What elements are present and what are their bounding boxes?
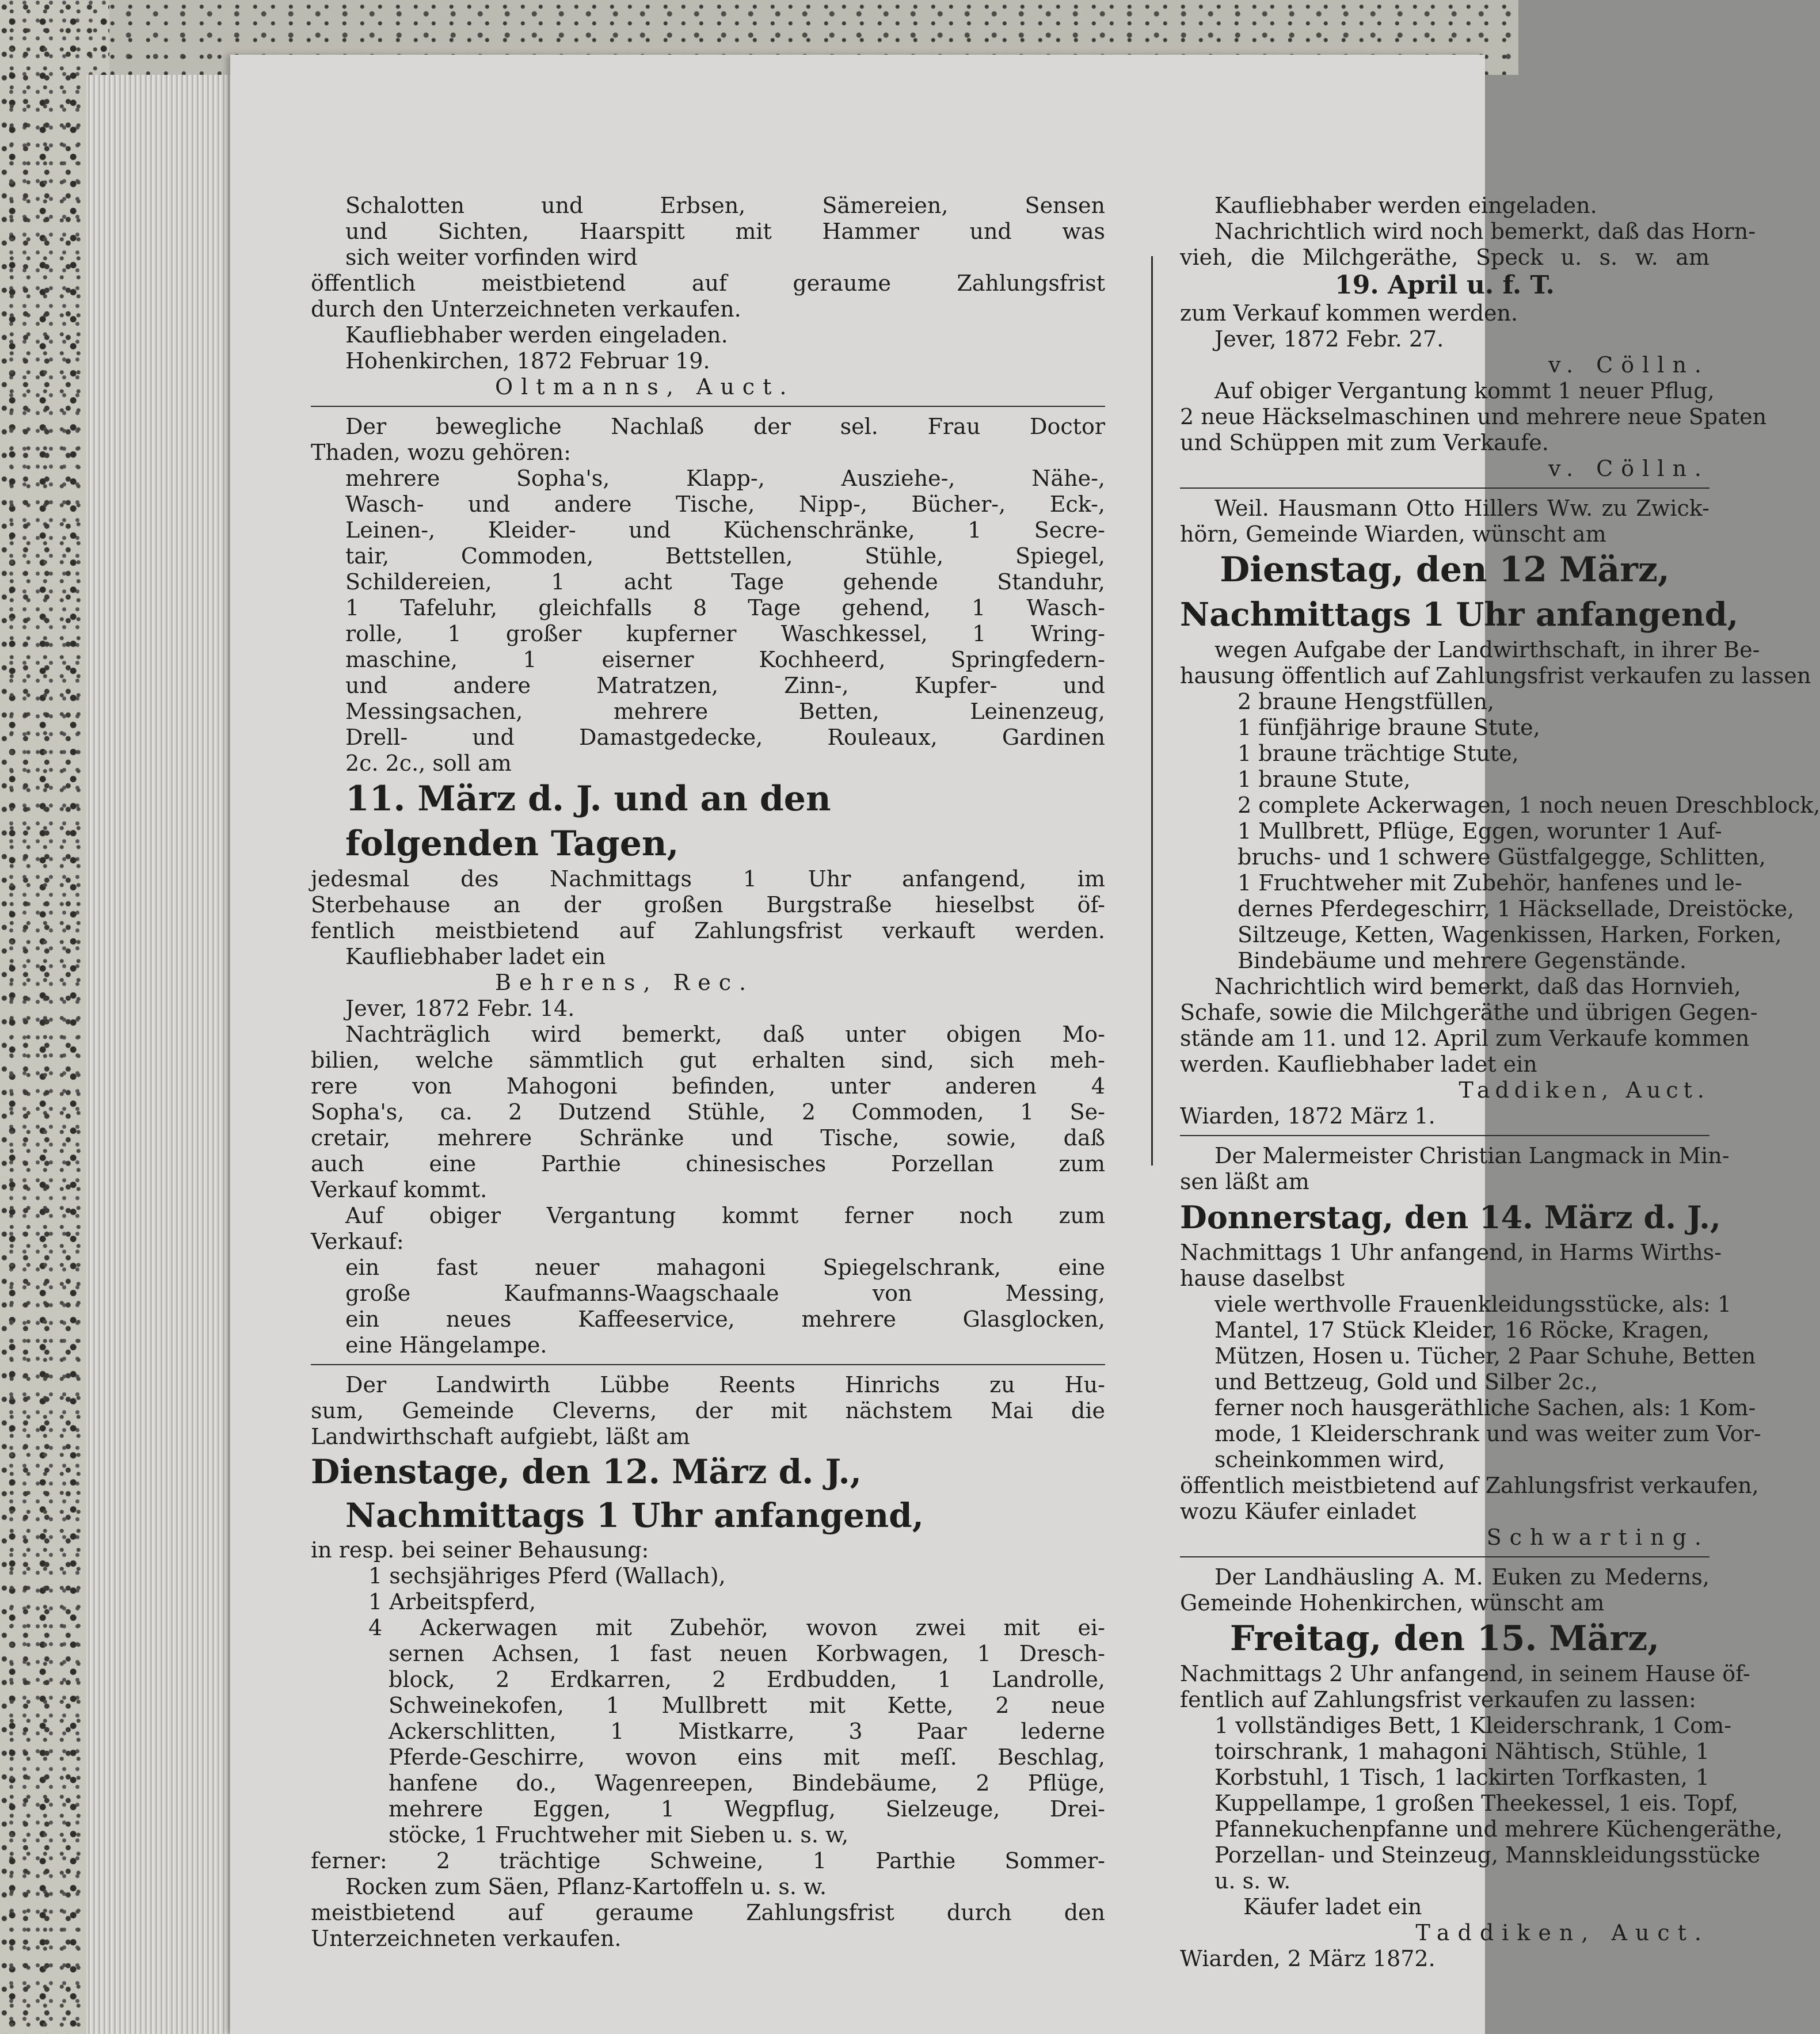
headline: Freitag, den 15. März, bbox=[1229, 1618, 1660, 1659]
list-item: Porzellan- und Steinzeug, Mannskleidungsstücke bbox=[1214, 1842, 1761, 1868]
text-line: hause daselbst bbox=[1180, 1266, 1345, 1291]
text-line: jedesmal des Nachmittags 1 Uhr anfangend, im bbox=[311, 866, 1105, 892]
separator-rule bbox=[1180, 1135, 1709, 1136]
text-line: auch eine Parthie chinesisches Porzellan zum bbox=[311, 1151, 1105, 1176]
separator-rule bbox=[1180, 1556, 1709, 1557]
headline: folgenden Tagen, bbox=[345, 824, 679, 864]
text-line: und Schüppen mit zum Verkaufe. bbox=[1180, 430, 1549, 455]
text-line: Sopha's, ca. 2 Dutzend Stühle, 2 Commoden, 1 Se- bbox=[311, 1099, 1105, 1125]
text-line: Schafe, sowie die Milchgeräthe und übrigen Gegen- bbox=[1180, 1000, 1758, 1025]
list-item: 1 Mullbrett, Pflüge, Eggen, worunter 1 Auf- bbox=[1238, 818, 1722, 844]
text-line: Auf obiger Vergantung kommt 1 neuer Pflug, bbox=[1214, 378, 1715, 403]
list-item: 1 sechsjähriges Pferd (Wallach), bbox=[368, 1563, 726, 1589]
list-item: 1 fünfjährige braune Stute, bbox=[1238, 715, 1540, 740]
list-item: große Kaufmanns-Waagschaale von Messing, bbox=[345, 1281, 1105, 1306]
list-item: mehrere Sopha's, Klapp-, Ausziehe-, Nähe-, bbox=[345, 466, 1105, 491]
advert-euken bbox=[1180, 1564, 1783, 1972]
text-line: Nachrichtlich wird noch bemerkt, daß das Horn- bbox=[1214, 219, 1756, 244]
headline: Donnerstag, den 14. März d. J., bbox=[1180, 1199, 1721, 1236]
text-line: stände am 11. und 12. April zum Verkaufe kommen bbox=[1180, 1026, 1750, 1051]
date-line: Wiarden, 1872 März 1. bbox=[1180, 1103, 1436, 1129]
date-line: Jever, 1872 Febr. 14. bbox=[345, 996, 575, 1021]
list-item: Schildereien, 1 acht Tage gehende Standuhr, bbox=[345, 569, 1105, 595]
list-item: Drell- und Damastgedecke, Rouleaux, Gardinen bbox=[345, 725, 1105, 750]
text-line: Hohenkirchen, 1872 Februar 19. bbox=[345, 348, 710, 374]
text-line: Nachrichtlich wird bemerkt, daß das Hornvieh, bbox=[1214, 974, 1741, 999]
text-line: durch den Unterzeichneten verkaufen. bbox=[311, 296, 741, 322]
text-line: Nachmittags 1 Uhr anfangend, in Harms Wirths- bbox=[1180, 1240, 1722, 1265]
signature: Oltmanns, Auct. bbox=[495, 374, 795, 399]
list-item: Messingsachen, mehrere Betten, Leinenzeug, bbox=[345, 699, 1105, 724]
list-item: tair, Commoden, Bettstellen, Stühle, Spiegel, bbox=[345, 543, 1105, 569]
newspaper-page bbox=[230, 55, 1820, 2034]
text-line: rere von Mahogoni befinden, unter anderen 4 bbox=[311, 1073, 1105, 1099]
list-item: Pfannekuchenpfanne und mehrere Küchengeräthe, bbox=[1214, 1816, 1783, 1842]
list-item: stöcke, 1 Fruchtweher mit Sieben u. s. w, bbox=[389, 1822, 849, 1848]
date-line: Jever, 1872 Febr. 27. bbox=[1214, 326, 1444, 352]
signature: v. Cölln. bbox=[1548, 352, 1709, 378]
list-item: u. s. w. bbox=[1214, 1868, 1291, 1894]
text-line: Nachträglich wird bemerkt, daß unter obigen Mo- bbox=[345, 1022, 1105, 1047]
list-item: Siltzeuge, Ketten, Wagenkissen, Harken, Forken, bbox=[1238, 922, 1782, 947]
list-item: toirschrank, 1 mahagoni Nähtisch, Stühle, 1 bbox=[1214, 1739, 1709, 1764]
list-item: Bindebäume und mehrere Gegenstände. bbox=[1238, 948, 1687, 973]
text-line: zum Verkauf kommen werden. bbox=[1180, 300, 1518, 326]
headline: Nachmittags 1 Uhr anfangend, bbox=[345, 1496, 924, 1535]
list-item: rolle, 1 großer kupferner Waschkessel, 1 Wring- bbox=[345, 621, 1105, 646]
list-item: 1 vollständiges Bett, 1 Kleiderschrank, 1 Com- bbox=[1214, 1713, 1732, 1738]
text-line: Auf obiger Vergantung kommt ferner noch zum bbox=[345, 1203, 1105, 1228]
list-item: 1 Tafeluhr, gleichfalls 8 Tage gehend, 1 Wasch- bbox=[345, 595, 1105, 620]
text-line: Unterzeichneten verkaufen. bbox=[311, 1926, 622, 1951]
list-item: und andere Matratzen, Zinn-, Kupfer- und bbox=[345, 673, 1105, 698]
text-line: werden. Kaufliebhaber ladet ein bbox=[1180, 1052, 1537, 1077]
list-item: ein neues Kaffeeservice, mehrere Glasglocken, bbox=[345, 1307, 1105, 1332]
column-divider bbox=[1151, 256, 1153, 1165]
text-line: wozu Käufer einladet bbox=[1180, 1499, 1417, 1524]
headline: Dienstage, den 12. März d. J., bbox=[311, 1452, 862, 1491]
signature: v. Cölln. bbox=[1548, 456, 1709, 481]
list-item: 2c. 2c., soll am bbox=[345, 751, 512, 776]
separator-rule bbox=[311, 1364, 1105, 1365]
headline: 11. März d. J. und an den bbox=[345, 779, 831, 819]
text-line: bilien, welche sämmtlich gut erhalten sind, sich meh- bbox=[311, 1048, 1105, 1073]
list-item: mehrere Eggen, 1 Wegpflug, Sielzeuge, Drei- bbox=[389, 1796, 1105, 1822]
list-item: ein fast neuer mahagoni Spiegelschrank, eine bbox=[345, 1255, 1105, 1280]
text-line: Rocken zum Säen, Pflanz-Kartoffeln u. s. w. bbox=[345, 1874, 827, 1899]
list-item: sernen Achsen, 1 fast neuen Korbwagen, 1 Dresch- bbox=[389, 1641, 1105, 1666]
advert-coelln bbox=[1180, 193, 1767, 482]
text-line: Käufer ladet ein bbox=[1243, 1894, 1422, 1919]
list-item: Schweinekofen, 1 Mullbrett mit Kette, 2 neue bbox=[389, 1693, 1105, 1718]
list-item: Kuppellampe, 1 großen Theekessel, 1 eis. Topf, bbox=[1214, 1791, 1739, 1816]
signature: Taddiken, Auct. bbox=[1459, 1077, 1709, 1103]
list-item: Ackerschlitten, 1 Mistkarre, 3 Paar lederne bbox=[389, 1719, 1105, 1744]
list-item: 1 Arbeitspferd, bbox=[368, 1589, 536, 1614]
list-item: Mützen, Hosen u. Tücher, 2 Paar Schuhe, Betten bbox=[1214, 1343, 1756, 1369]
list-item: eine Hängelampe. bbox=[345, 1332, 547, 1358]
advert-hillers bbox=[1180, 496, 1820, 1129]
list-item: 1 braune Stute, bbox=[1238, 767, 1411, 792]
list-item: Mantel, 17 Stück Kleider, 16 Röcke, Kragen, bbox=[1214, 1317, 1709, 1343]
text-line: cretair, mehrere Schränke und Tische, sowie, daß bbox=[311, 1125, 1105, 1151]
right-column bbox=[1180, 193, 1820, 1972]
text-line: vieh, die Milchgeräthe, Speck u. s. w. am bbox=[1180, 245, 1709, 270]
text-line: und Sichten, Haarspitt mit Hammer und was bbox=[345, 219, 1105, 244]
list-item: Leinen-, Kleider- und Küchenschränke, 1 Secre- bbox=[345, 517, 1105, 543]
list-item: ferner noch hausgeräthliche Sachen, als: 1 Kom- bbox=[1214, 1395, 1756, 1420]
text-line: 2 neue Häckselmaschinen und mehrere neue Spaten bbox=[1180, 404, 1767, 429]
list-item: 1 Fruchtweher mit Zubehör, hanfenes und le- bbox=[1238, 870, 1742, 896]
page-stack-edge bbox=[86, 75, 242, 2034]
text-line: sen läßt am bbox=[1180, 1169, 1309, 1194]
text-line: sich weiter vorfinden wird bbox=[345, 245, 638, 270]
list-item: bruchs- und 1 schwere Güstfalgegge, Schlitten, bbox=[1238, 844, 1766, 870]
text-line: Weil. Hausmann Otto Hillers Ww. zu Zwick- bbox=[1214, 496, 1709, 521]
text-line: Kaufliebhaber werden eingeladen. bbox=[1214, 193, 1597, 218]
text-line: Gemeinde Hohenkirchen, wünscht am bbox=[1180, 1590, 1605, 1616]
list-item: dernes Pferdegeschirr, 1 Häcksellade, Dreistöcke, bbox=[1238, 896, 1795, 921]
headline: 19. April u. f. T. bbox=[1335, 271, 1555, 300]
text-line: Landwirthschaft aufgiebt, läßt am bbox=[311, 1424, 690, 1449]
headline: Dienstag, den 12 März, bbox=[1220, 550, 1670, 590]
text-line: hörn, Gemeinde Wiarden, wünscht am bbox=[1180, 521, 1606, 547]
text-line: Verkauf: bbox=[311, 1229, 404, 1254]
signature: Behrens, Rec. bbox=[495, 970, 755, 995]
list-item: 2 braune Hengstfüllen, bbox=[1238, 689, 1494, 714]
text-line: öffentlich meistbietend auf Zahlungsfrist verkaufen, bbox=[1180, 1473, 1759, 1498]
text-line: meistbietend auf geraume Zahlungsfrist durch den bbox=[311, 1900, 1105, 1925]
separator-rule bbox=[1180, 487, 1709, 489]
text-line: öffentlich meistbietend auf geraume Zahlungsfrist bbox=[311, 271, 1105, 296]
separator-rule bbox=[311, 406, 1105, 407]
left-column bbox=[311, 193, 1105, 1952]
text-line: Der Malermeister Christian Langmack in Min- bbox=[1214, 1143, 1730, 1168]
date-line: Wiarden, 2 März 1872. bbox=[1180, 1946, 1436, 1971]
text-line: hausung öffentlich auf Zahlungsfrist verkaufen zu lassen bbox=[1180, 663, 1811, 688]
text-line: sum, Gemeinde Cleverns, der mit nächstem Mai die bbox=[311, 1398, 1105, 1423]
signature: Taddiken, Auct. bbox=[1415, 1920, 1709, 1945]
text-line: Nachmittags 2 Uhr anfangend, in seinem Hause öf- bbox=[1180, 1661, 1750, 1686]
text-line: wegen Aufgabe der Landwirthschaft, in ihrer Be- bbox=[1214, 637, 1760, 662]
advert-hinrichs bbox=[311, 1372, 1105, 1952]
text-line: in resp. bei seiner Behausung: bbox=[311, 1537, 649, 1563]
list-item: hanfene do., Wagenreepen, Bindebäume, 2 Pflüge, bbox=[389, 1770, 1105, 1796]
list-item: Korbstuhl, 1 Tisch, 1 lackirten Torfkasten, 1 bbox=[1214, 1765, 1709, 1790]
advert-oltmanns bbox=[311, 193, 1105, 400]
list-item: block, 2 Erdkarren, 2 Erdbudden, 1 Landrolle, bbox=[389, 1667, 1105, 1692]
text-line: fentlich auf Zahlungsfrist verkaufen zu lassen: bbox=[1180, 1687, 1696, 1712]
list-item: Pferde-Geschirre, wovon eins mit meſſ. Beschlag, bbox=[389, 1744, 1105, 1770]
text-line: Der Landwirth Lübbe Reents Hinrichs zu Hu- bbox=[345, 1372, 1105, 1397]
advert-thaden bbox=[311, 414, 1105, 1358]
list-item: mode, 1 Kleiderschrank und was weiter zum Vor- bbox=[1214, 1421, 1761, 1446]
text-line: fentlich meistbietend auf Zahlungsfrist verkauft werden. bbox=[311, 918, 1105, 943]
list-item: und Bettzeug, Gold und Silber 2c., bbox=[1214, 1369, 1598, 1395]
list-item: 4 Ackerwagen mit Zubehör, wovon zwei mit ei- bbox=[368, 1615, 1105, 1640]
text-line: Verkauf kommt. bbox=[311, 1177, 488, 1202]
list-item: 2 complete Ackerwagen, 1 noch neuen Dreschblock, bbox=[1238, 793, 1820, 818]
text-line: Der Landhäusling A. M. Euken zu Mederns, bbox=[1214, 1564, 1709, 1590]
list-item: Wasch- und andere Tische, Nipp-, Bücher-, Eck-, bbox=[345, 492, 1105, 517]
headline: Nachmittags 1 Uhr anfangend, bbox=[1180, 596, 1739, 634]
advert-langmack bbox=[1180, 1143, 1761, 1551]
list-item: scheinkommen wird, bbox=[1214, 1447, 1445, 1472]
text-line: ferner: 2 trächtige Schweine, 1 Parthie Sommer- bbox=[311, 1848, 1105, 1873]
list-item: 1 braune trächtige Stute, bbox=[1238, 741, 1519, 766]
text-line: Schalotten und Erbsen, Sämereien, Sensen bbox=[345, 193, 1105, 218]
signature: Schwarting. bbox=[1486, 1525, 1709, 1550]
text-line: Thaden, wozu gehören: bbox=[311, 440, 571, 465]
list-item: viele werthvolle Frauenkleidungsstücke, als: 1 bbox=[1214, 1292, 1732, 1317]
text-line: Kaufliebhaber ladet ein bbox=[345, 944, 606, 969]
text-line: Kaufliebhaber werden eingeladen. bbox=[345, 322, 728, 348]
text-line: Der bewegliche Nachlaß der sel. Frau Doctor bbox=[345, 414, 1105, 439]
list-item: maschine, 1 eiserner Kochheerd, Springfedern- bbox=[345, 647, 1105, 672]
text-line: Sterbehause an der großen Burgstraße hieselbst öf- bbox=[311, 892, 1105, 917]
